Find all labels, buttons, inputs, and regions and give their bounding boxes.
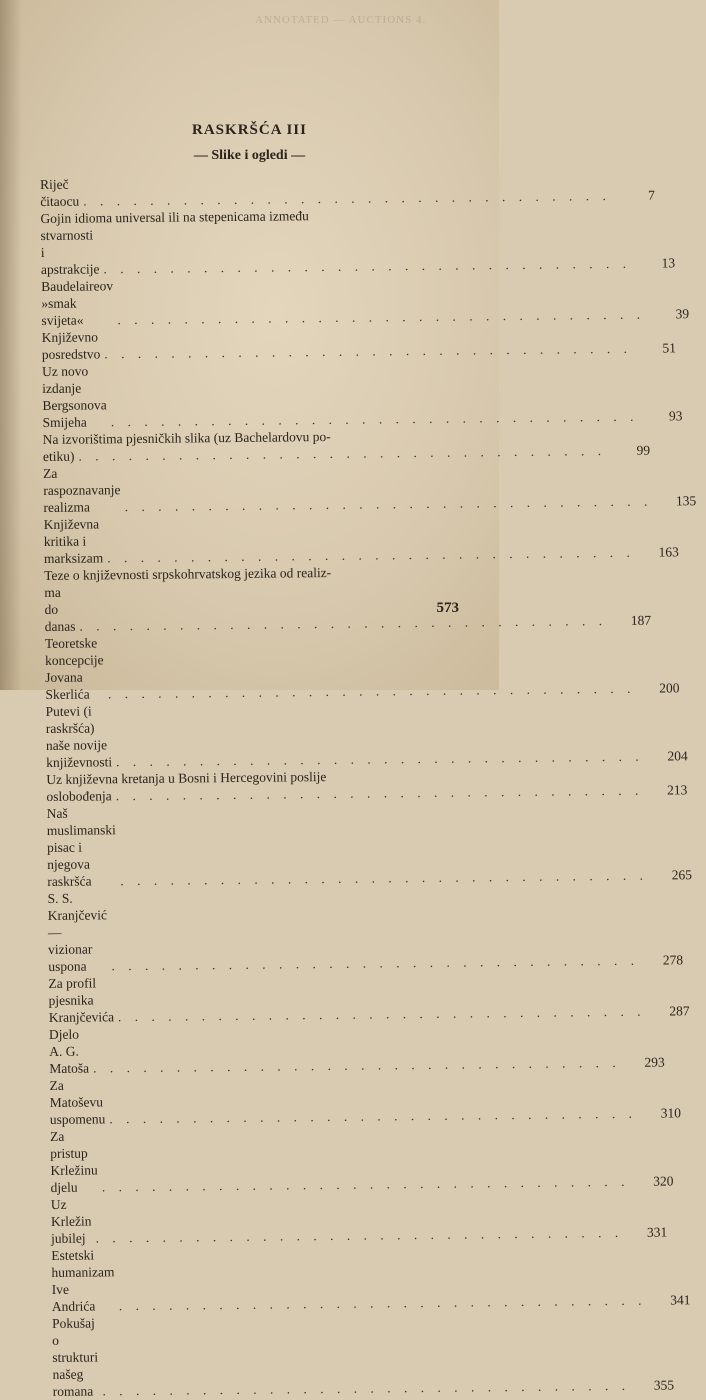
toc-entry — [45, 699, 688, 771]
toc-entry-line: Riječ čitaocu — [40, 176, 80, 209]
toc-entry-line: Književno posredstvo — [41, 329, 101, 362]
toc-leader-dots: . . . . . . . . . . . . . . . . . . . . . . . . . . . . . . . . — [124, 493, 653, 515]
toc-page-number: 278 — [662, 952, 684, 968]
toc-leader-dots: . . . . . . . . . . . . . . . . . . . . . . . . . . . . . . . . — [102, 1377, 631, 1399]
toc-entry-line: Za Matoševu uspomenu — [49, 1077, 106, 1127]
toc-entry — [49, 1124, 674, 1196]
toc-leader-dots: . . . . . . . . . . . . . . . . . . . . . . . . . . . . . . . . — [116, 748, 644, 770]
toc-leader-dots: . . . . . . . . . . . . . . . . . . . . . . . . . . . . . . . . — [115, 782, 644, 804]
toc-page-number: 310 — [660, 1105, 682, 1121]
toc-leader-dots: . . . . . . . . . . . . . . . . . . . . . . . . . . . . . . . . — [107, 680, 636, 702]
toc-entry-line: S. S. Kranjčević — vizionar uspona — [47, 890, 108, 974]
toc-entry-title — [44, 510, 639, 567]
toc-page-number: 187 — [630, 612, 652, 628]
toc-entry-title — [51, 1241, 650, 1315]
toc-page-number: 293 — [644, 1054, 665, 1070]
toc-entry-line: Teze o književnosti srpskohrvatskog jezika od realiz- — [44, 564, 332, 583]
toc-leader-dots: . . . . . . . . . . . . . . . . . . . . . . . . . . . . . . . . — [117, 306, 646, 328]
table-of-contents — [40, 172, 697, 1400]
toc-entry — [49, 1073, 682, 1128]
toc-page-number: 51 — [662, 340, 677, 356]
toc-page-number: 93 — [668, 408, 683, 424]
toc-page-number: 287 — [669, 1003, 690, 1019]
toc-entry — [41, 274, 690, 329]
toc-entry-title — [48, 969, 649, 1026]
page-number: 573 — [436, 600, 459, 616]
toc-entry-title — [46, 697, 648, 771]
page-subtitle: — Slike i ogledi — — [193, 148, 306, 163]
toc-entry-line: Književna kritika i marksizam — [43, 516, 104, 566]
toc-page-number: 341 — [670, 1292, 691, 1308]
toc-entry-line: Za profil pjesnika Kranjčevića — [48, 975, 115, 1025]
toc-leader-dots: . . . . . . . . . . . . . . . . . . . . . . . . . . . . . . . . — [104, 340, 633, 362]
toc-entry-title — [40, 204, 635, 278]
toc-page-number: 213 — [667, 782, 688, 798]
toc-entry-line: Gojin idioma universal ili na stepenicama između — [40, 208, 309, 226]
toc-entry-line: Djelo A. G. Matoša — [48, 1026, 90, 1076]
toc-entry-title — [44, 561, 611, 635]
toc-page-number: 320 — [653, 1173, 674, 1189]
toc-entry-title — [47, 884, 643, 975]
toc-leader-dots: . . . . . . . . . . . . . . . . . . . . . . . . . . . . . . . . — [78, 443, 607, 464]
toc-entry-title — [52, 1309, 634, 1400]
toc-entry — [40, 206, 676, 278]
toc-entry — [47, 886, 684, 975]
toc-page-number: 163 — [658, 544, 679, 560]
toc-entry-title — [45, 629, 640, 703]
toc-entry — [44, 631, 680, 703]
toc-entry — [50, 1192, 668, 1247]
toc-page-number: 39 — [675, 306, 690, 322]
toc-entry — [48, 971, 690, 1026]
toc-entry-title — [49, 1071, 641, 1128]
toc-leader-dots: . . . . . . . . . . . . . . . . . . . . . . . . . . . . . . . . — [79, 613, 608, 634]
toc-entry-line: Uz književna kretanja u Bosni i Hercegovini poslije — [46, 769, 327, 787]
toc-entry-line: oslobođenja — [46, 788, 112, 804]
toc-leader-dots: . . . . . . . . . . . . . . . . . . . . . . . . . . . . . . . . — [109, 1105, 638, 1127]
toc-page-number: 200 — [659, 680, 680, 696]
toc-entry-line: Estetski humanizam Ive Andrića — [51, 1247, 115, 1314]
toc-entry-line: Naš muslimanski pisac i njegova raskršća — [46, 805, 116, 889]
toc-page-number: 99 — [636, 442, 651, 458]
toc-entry — [51, 1243, 691, 1315]
toc-entry-title — [51, 1190, 628, 1247]
toc-entry — [41, 325, 677, 363]
toc-entry-title — [43, 459, 656, 516]
toc-leader-dots: . . . . . . . . . . . . . . . . . . . . . . . . . . . . . . . . — [120, 867, 649, 889]
toc-page-number: 135 — [675, 493, 697, 509]
toc-page-number: 7 — [647, 187, 655, 203]
toc-entry — [51, 1311, 675, 1400]
toc-entry-line: etiku) — [42, 448, 75, 464]
toc-leader-dots: . . . . . . . . . . . . . . . . . . . . . . . . . . . . . . . . — [110, 408, 639, 430]
toc-leader-dots: . . . . . . . . . . . . . . . . . . . . . . . . . . . . . . . . — [107, 544, 635, 566]
toc-entry-title — [47, 799, 652, 890]
toc-entry — [43, 512, 679, 567]
toc-entry-line: Za raspoznavanje realizma — [43, 465, 121, 515]
toc-entry-line: stvarnosti i apstrakcije — [40, 227, 100, 277]
toc-entry-title — [49, 1020, 625, 1077]
toc-entry-line: Za pristup Krležinu djelu — [49, 1128, 98, 1195]
toc-entry — [42, 427, 651, 465]
toc-entry — [41, 359, 683, 431]
toc-entry — [48, 1022, 665, 1077]
toc-page-number: 265 — [671, 867, 693, 883]
page-title: RASKRŠĆA III — [192, 122, 307, 138]
toc-entry-line: Uz Krležin jubilej — [50, 1196, 92, 1246]
toc-entry — [40, 172, 655, 210]
toc-entry — [44, 563, 652, 635]
toc-entry-title — [41, 272, 649, 329]
toc-page-number: 204 — [667, 748, 688, 764]
toc-page-number: 355 — [653, 1377, 675, 1393]
toc-entry — [46, 767, 688, 805]
toc-page-number: 331 — [646, 1224, 668, 1240]
toc-entry-line: Teoretske koncepcije Jovana Skerlića — [44, 635, 104, 702]
toc-leader-dots: . . . . . . . . . . . . . . . . . . . . . . . . . . . . . . . . — [111, 952, 640, 974]
toc-entry-line: Baudelaireov »smak svijeta« — [41, 278, 114, 328]
toc-leader-dots: . . . . . . . . . . . . . . . . . . . . . . . . . . . . . . . . — [93, 1054, 621, 1076]
toc-entry-line: Na izvorištima pjesničkih slika (uz Bachelardovu po- — [42, 428, 331, 447]
toc-leader-dots: . . . . . . . . . . . . . . . . . . . . . . . . . . . . . . . . — [95, 1224, 624, 1246]
page-gutter-shadow — [0, 0, 22, 690]
toc-leader-dots: . . . . . . . . . . . . . . . . . . . . . . . . . . . . . . . . — [118, 1292, 647, 1314]
toc-leader-dots: . . . . . . . . . . . . . . . . . . . . . . . . . . . . . . . . — [103, 255, 632, 277]
toc-entry-line: Putevi (i raskršća) naše novije književnosti — [45, 703, 113, 770]
toc-entry-line: Uz novo izdanje Bergsonova Smijeha — [41, 363, 107, 430]
toc-entry — [46, 801, 693, 890]
toc-entry — [43, 461, 697, 516]
toc-entry-title — [42, 357, 643, 431]
bleed-through-text: ANNOTATED — AUCTIONS 4. — [255, 14, 427, 26]
toc-page-number: 13 — [661, 255, 676, 271]
toc-entry-line: ma do danas — [44, 584, 76, 634]
toc-leader-dots: . . . . . . . . . . . . . . . . . . . . . . . . . . . . . . . . — [101, 1173, 630, 1195]
toc-leader-dots: . . . . . . . . . . . . . . . . . . . . . . . . . . . . . . . . — [83, 188, 611, 209]
toc-leader-dots: . . . . . . . . . . . . . . . . . . . . . . . . . . . . . . . . — [117, 1003, 646, 1025]
toc-entry-line: Pokušaj o strukturi našeg romana — [51, 1315, 99, 1399]
toc-entry-title — [50, 1122, 634, 1196]
